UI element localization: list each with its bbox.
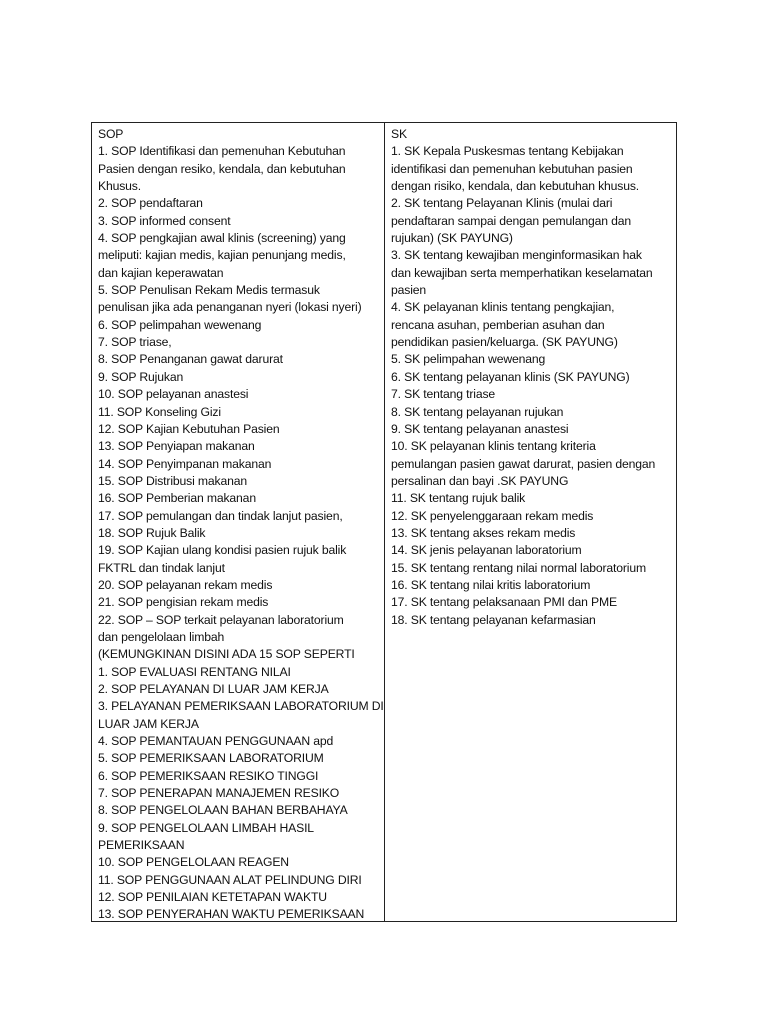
text-line: 3. PELAYANAN PEMERIKSAAN LABORATORIUM DI bbox=[98, 699, 384, 714]
text-line: 4. SK pelayanan klinis tentang pengkajian, bbox=[391, 300, 615, 315]
sop-sk-table bbox=[91, 122, 677, 922]
text-line: 5. SK pelimpahan wewenang bbox=[391, 352, 546, 367]
text-line: pendaftaran sampai dengan pemulangan dan bbox=[391, 213, 631, 228]
text-line: PEMERIKSAAN bbox=[98, 838, 185, 853]
text-line: pemulangan pasien gawat darurat, pasien dengan bbox=[391, 456, 656, 471]
text-line: 10. SK pelayanan klinis tentang kriteria bbox=[391, 439, 596, 454]
text-line: 2. SOP PELAYANAN DI LUAR JAM KERJA bbox=[98, 682, 329, 696]
text-line: 6. SOP pelimpahan wewenang bbox=[98, 317, 262, 332]
text-line: 1. SK Kepala Puskesmas tentang Kebijakan bbox=[391, 144, 624, 159]
text-line: 17. SOP pemulangan dan tindak lanjut pasien, bbox=[98, 508, 343, 523]
text-line: 15. SK tentang rentang nilai normal laboratorium bbox=[391, 560, 646, 575]
text-line: 8. SOP Penanganan gawat darurat bbox=[98, 352, 283, 367]
text-line: 16. SK tentang nilai kritis laboratorium bbox=[391, 577, 591, 592]
text-line: FKTRL dan tindak lanjut bbox=[98, 560, 225, 575]
text-line: 15. SOP Distribusi makanan bbox=[98, 473, 247, 488]
text-line: 9. SK tentang pelayanan anastesi bbox=[391, 421, 569, 436]
text-line: rujukan) (SK PAYUNG) bbox=[391, 231, 513, 246]
text-line: 2. SOP pendaftaran bbox=[98, 196, 203, 211]
text-line: LUAR JAM KERJA bbox=[98, 716, 199, 731]
text-line: 7. SOP triase, bbox=[98, 335, 172, 350]
text-line: dengan risiko, kendala, dan kebutuhan khusus. bbox=[391, 179, 640, 194]
text-line: penulisan jika ada penanganan nyeri (lokasi nyeri) bbox=[98, 300, 362, 315]
text-line: 7. SOP PENERAPAN MANAJEMEN RESIKO bbox=[98, 786, 340, 801]
text-line: 18. SOP Rujuk Balik bbox=[98, 525, 206, 540]
text-line: 7. SK tentang triase bbox=[391, 387, 496, 402]
text-line: 20. SOP pelayanan rekam medis bbox=[98, 577, 273, 592]
text-line: 11. SOP Konseling Gizi bbox=[98, 404, 221, 419]
text-line: 16. SOP Pemberian makanan bbox=[98, 491, 256, 506]
text-line: 19. SOP Kajian ulang kondisi pasien rujuk balik bbox=[98, 543, 347, 558]
text-line: 10. SOP PENGELOLAAN REAGEN bbox=[98, 855, 289, 870]
text-line: 4. SOP PEMANTAUAN PENGGUNAAN apd bbox=[98, 734, 334, 749]
text-line: Pasien dengan resiko, kendala, dan kebutuhan bbox=[98, 161, 346, 176]
text-line: 11. SK tentang rujuk balik bbox=[391, 491, 526, 506]
text-line: 2. SK tentang Pelayanan Klinis (mulai dari bbox=[391, 196, 613, 211]
text-line: 21. SOP pengisian rekam medis bbox=[98, 595, 269, 610]
text-line: pasien bbox=[391, 283, 427, 298]
text-line: 4. SOP pengkajian awal klinis (screening) yang bbox=[98, 231, 346, 246]
right-column-heading: SK bbox=[391, 127, 407, 141]
sk-column bbox=[385, 123, 676, 921]
text-line: dan kajian keperawatan bbox=[98, 265, 224, 280]
text-line: 8. SOP PENGELOLAAN BAHAN BERBAHAYA bbox=[98, 803, 348, 818]
text-line: dan kewajiban serta memperhatikan keselamatan bbox=[391, 265, 653, 280]
text-line: dan pengelolaan limbah bbox=[98, 629, 225, 644]
text-line: 1. SOP Identifikasi dan pemenuhan Kebutuhan bbox=[98, 144, 346, 159]
text-line: 3. SOP informed consent bbox=[98, 213, 231, 228]
text-line: (KEMUNGKINAN DISINI ADA 15 SOP SEPERTI bbox=[98, 647, 355, 662]
text-line: 13. SK tentang akses rekam medis bbox=[391, 525, 576, 540]
text-line: 9. SOP Rujukan bbox=[98, 369, 184, 384]
text-line: 13. SOP Penyiapan makanan bbox=[98, 439, 255, 454]
text-line: persalinan dan bayi .SK PAYUNG bbox=[391, 473, 569, 488]
text-line: 3. SK tentang kewajiban menginformasikan hak bbox=[391, 248, 642, 263]
text-line: rencana asuhan, pemberian asuhan dan bbox=[391, 317, 605, 332]
text-line: 14. SOP Penyimpanan makanan bbox=[98, 456, 272, 471]
text-line: 8. SK tentang pelayanan rujukan bbox=[391, 404, 564, 419]
text-line: meliputi: kajian medis, kajian penunjang medis, bbox=[98, 248, 346, 263]
text-line: Khusus. bbox=[98, 179, 141, 194]
text-line: 12. SK penyelenggaraan rekam medis bbox=[391, 508, 594, 523]
text-line: 13. SOP PENYERAHAN WAKTU PEMERIKSAAN bbox=[98, 907, 365, 921]
text-line: 9. SOP PENGELOLAAN LIMBAH HASIL bbox=[98, 820, 314, 835]
text-line: 5. SOP Penulisan Rekam Medis termasuk bbox=[98, 283, 320, 298]
text-line: 6. SK tentang pelayanan klinis (SK PAYUNG) bbox=[391, 369, 630, 384]
text-line: 22. SOP – SOP terkait pelayanan laboratorium bbox=[98, 612, 344, 627]
text-line: 12. SOP Kajian Kebutuhan Pasien bbox=[98, 421, 280, 436]
text-line: 12. SOP PENILAIAN KETETAPAN WAKTU bbox=[98, 890, 327, 905]
left-column-heading: SOP bbox=[98, 127, 124, 141]
text-line: identifikasi dan pemenuhan kebutuhan pasien bbox=[391, 161, 633, 176]
text-line: 10. SOP pelayanan anastesi bbox=[98, 387, 249, 402]
sop-column bbox=[92, 123, 385, 921]
text-line: 17. SK tentang pelaksanaan PMI dan PME bbox=[391, 595, 618, 610]
text-line: 1. SOP EVALUASI RENTANG NILAI bbox=[98, 664, 291, 679]
text-line: 18. SK tentang pelayanan kefarmasian bbox=[391, 612, 596, 627]
text-line: 6. SOP PEMERIKSAAN RESIKO TINGGI bbox=[98, 768, 319, 783]
text-line: 14. SK jenis pelayanan laboratorium bbox=[391, 543, 582, 558]
text-line: pendidikan pasien/keluarga. (SK PAYUNG) bbox=[391, 335, 618, 350]
text-line: 11. SOP PENGGUNAAN ALAT PELINDUNG DIRI bbox=[98, 872, 362, 887]
text-line: 5. SOP PEMERIKSAAN LABORATORIUM bbox=[98, 751, 324, 766]
